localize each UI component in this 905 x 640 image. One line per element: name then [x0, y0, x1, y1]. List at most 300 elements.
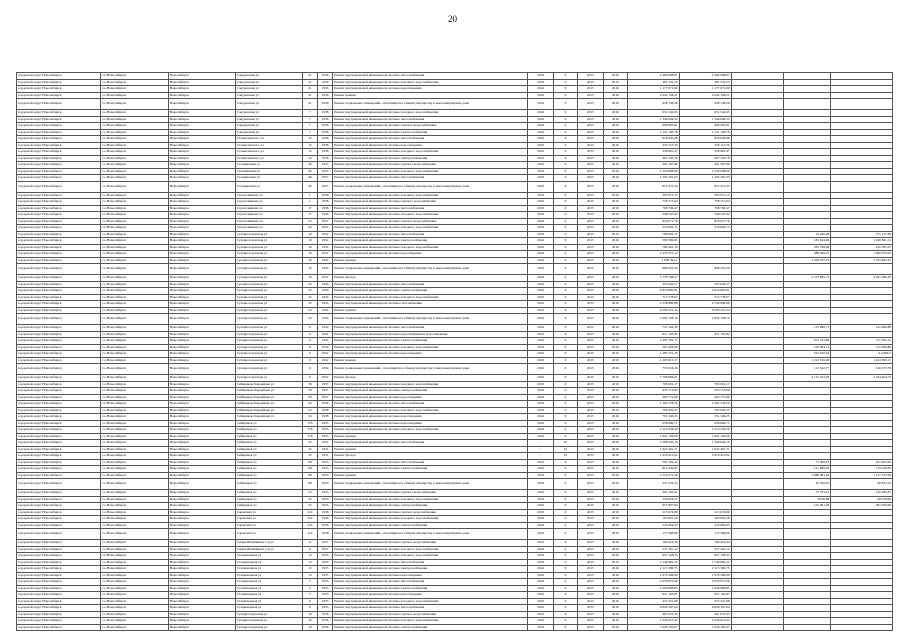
table-cell: 2016 [603, 331, 627, 338]
table-cell: Ремонт внутридомовой инженерной системы холодного водоснабжения [333, 212, 528, 219]
table-cell: 2016 [528, 559, 554, 566]
table-cell: городской округ Новосибирск [17, 231, 101, 238]
table-cell: 22 [302, 294, 317, 301]
table-cell: 2015 [577, 459, 603, 466]
table-cell: 1954 [317, 294, 332, 301]
table-cell: г.о.Новосибирск [101, 149, 168, 156]
table-cell: г.о.Новосибирск [101, 136, 168, 143]
table-cell: 1958 [317, 199, 332, 206]
table-cell: 358 961,47 [627, 149, 679, 156]
table-cell: г.о.Новосибирск [101, 314, 168, 325]
table-cell: Стрелочникова ул [235, 192, 302, 199]
table-cell: 1953 [317, 490, 332, 497]
table-cell: Новосибирск [168, 433, 235, 440]
table-cell: г.о.Новосибирск [101, 110, 168, 117]
table-cell: 1958 [317, 522, 332, 529]
table-cell: Ремонт внутридомовой инженерной системы теплоснабжения [333, 281, 528, 288]
table-cell: 0 [554, 129, 578, 136]
table-cell: Сухарногоровская ул [235, 618, 302, 625]
table-cell: 1958 [317, 155, 332, 162]
table-cell: 2016 [603, 301, 627, 308]
table-cell: 2015 [577, 86, 603, 93]
table-cell: Ремонт внутридомовой инженерной системы теплоснабжения [333, 559, 528, 566]
table-cell: Новосибирск [168, 314, 235, 325]
table-cell: 1952 [317, 331, 332, 338]
table-cell: Новосибирск [168, 472, 235, 479]
table-cell: 1952 [317, 238, 332, 245]
table-cell: городской округ Новосибирск [17, 325, 101, 332]
table-cell [831, 99, 893, 110]
table-cell: Сибиряков-Гвардейцев ул [235, 414, 302, 421]
table-cell: 5 [302, 592, 317, 599]
table-cell: Сухарногоровская ул [235, 294, 302, 301]
table-cell: г.о.Новосибирск [101, 433, 168, 440]
table-cell: 182 044,96 [783, 238, 831, 245]
table-cell: 2016 [528, 624, 554, 631]
table-cell: Ремонт внутридомовой инженерной системы теплоснабжения [333, 401, 528, 408]
table-cell: городской округ Новосибирск [17, 181, 101, 192]
table-cell: Сибиряков-Гвардейцев ул [235, 381, 302, 388]
table-cell: 112 542,77 [783, 364, 831, 375]
table-cell: 22 [302, 288, 317, 295]
table-cell: 2016 [528, 244, 554, 251]
table-cell: 2015 [577, 503, 603, 510]
table-cell: 2016 [603, 394, 627, 401]
table-cell: 0 [554, 86, 578, 93]
table-cell: 2016 [528, 592, 554, 599]
table-cell: г.о.Новосибирск [101, 73, 168, 80]
table-cell: - [528, 440, 554, 447]
table-cell: Стационарная ул [235, 592, 302, 599]
table-cell: 2015 [577, 546, 603, 553]
table-cell: 789 663,71 [627, 231, 679, 238]
table-cell: 17 [302, 212, 317, 219]
table-cell: 348 547,62 [627, 212, 679, 219]
table-cell: 1958 [317, 407, 332, 414]
table-cell: 2015 [577, 509, 603, 516]
table-cell: 2016 [528, 579, 554, 586]
table-cell: 2015 [577, 110, 603, 117]
table-cell: Ремонт внутридомовой инженерной системы электроснабжения [333, 624, 528, 631]
table-cell: Ремонт внутридомовой инженерной системы электроснабжения [333, 338, 528, 345]
table-cell: Новосибирск [168, 414, 235, 421]
table-cell: 2 115 523,29 [783, 375, 831, 382]
table-cell: 2015 [577, 238, 603, 245]
table-cell: 1958 [317, 123, 332, 130]
table-cell: 1958 [317, 212, 332, 219]
table-cell: Новосибирск [168, 490, 235, 497]
table-cell: Ремонт внутридомовой инженерной системы электроснабжения [333, 388, 528, 395]
table-cell: 12 [302, 142, 317, 149]
table-cell: Саранская ул [235, 522, 302, 529]
table-cell [831, 181, 893, 192]
table-cell: 2016 [603, 529, 627, 540]
table-cell: г.о.Новосибирск [101, 307, 168, 314]
table-cell: г.о.Новосибирск [101, 546, 168, 553]
table-cell: Ремонт внутридомовой инженерной системы горячего водоснабжения [333, 199, 528, 206]
table-cell: г.о.Новосибирск [101, 388, 168, 395]
table-cell: 9 [302, 351, 317, 358]
table-cell: Сакуровская ул [235, 92, 302, 99]
table-cell: городской округ Новосибирск [17, 388, 101, 395]
table-cell: 58 [302, 381, 317, 388]
table-cell: 715 778,07 [627, 294, 679, 301]
table-cell: 768 796,47 [627, 205, 679, 212]
table-cell: 1958 [317, 192, 332, 199]
table-cell: 1956 [317, 73, 332, 80]
table-cell: Новосибирск [168, 559, 235, 566]
table-cell: 1958 [317, 142, 332, 149]
table-cell: Стрелочникова ул [235, 218, 302, 225]
table-cell [731, 529, 783, 540]
table-cell: г.о.Новосибирск [101, 503, 168, 510]
table-cell: 1958 [317, 611, 332, 618]
table-cell: 0 [554, 585, 578, 592]
table-cell: городской округ Новосибирск [17, 338, 101, 345]
table-cell: 68 558,96 [831, 496, 893, 503]
table-cell: 1 131 100,78 [627, 129, 679, 136]
table-cell: 2015 [577, 592, 603, 599]
table-cell: 7 [302, 110, 317, 117]
table-cell: 2016 [603, 288, 627, 295]
table-cell: 1956 [317, 99, 332, 110]
table-cell: 2016 [603, 73, 627, 80]
table-cell: 25 [554, 453, 578, 460]
table-cell: г.о.Новосибирск [101, 294, 168, 301]
table-cell: 2016 [528, 136, 554, 143]
table-cell: 245 064,63 [679, 522, 731, 529]
table-cell: 21 [302, 92, 317, 99]
table-cell: Новосибирск [168, 375, 235, 382]
table-cell: 5 [302, 579, 317, 586]
table-cell: Новосибирск [168, 496, 235, 503]
table-cell: 2015 [577, 624, 603, 631]
table-cell: Новосибирск [168, 618, 235, 625]
table-cell: 0 [554, 301, 578, 308]
table-cell: г.о.Новосибирск [101, 205, 168, 212]
table-cell: 0 [554, 516, 578, 523]
table-cell: Новосибирск [168, 79, 235, 86]
table-cell: Новосибирск [168, 181, 235, 192]
table-cell: 1957 [317, 394, 332, 401]
table-cell: Ремонт внутридомовой инженерной системы теплоснабжения [333, 440, 528, 447]
table-cell: 2016 [603, 490, 627, 497]
table-cell: 0 [554, 592, 578, 599]
table-cell: 2016 [528, 351, 554, 358]
table-cell: 1958 [317, 414, 332, 421]
table-cell: 0 [554, 624, 578, 631]
table-cell: Ремонт подвальных помещений, относящихся к общему имуществу в многоквартирном доме [333, 529, 528, 540]
table-cell: 1952 [317, 257, 332, 264]
table-cell: 2016 [528, 427, 554, 434]
table-cell: 25 [554, 446, 578, 453]
table-cell: Сухарногоровская ул [235, 244, 302, 251]
table-cell: 172 496,86 [831, 344, 893, 351]
table-cell: 1 262 578,59 [627, 401, 679, 408]
table-cell: Новосибирск [168, 129, 235, 136]
table-cell: Ремонт подвальных помещений, относящихся к общему имуществу в многоквартирном доме [333, 264, 528, 275]
table-cell: Ремонт крыши [333, 433, 528, 440]
table-cell: Новосибирск [168, 407, 235, 414]
table-cell: 522 816,94 [783, 351, 831, 358]
table-cell: 1 009 998,85 [679, 585, 731, 592]
table-cell: 281 659,96 [831, 503, 893, 510]
table-cell: Станционная ул [235, 181, 302, 192]
table-cell: 0 [554, 496, 578, 503]
table-cell: 2016 [528, 388, 554, 395]
table-cell: 461 567,86 [679, 162, 731, 169]
table-cell: Сибиряков ул [235, 466, 302, 473]
table-cell: Новосибирск [168, 275, 235, 282]
table-cell: Ремонт внутридомовой инженерной системы теплоснабжения [333, 579, 528, 586]
table-cell: 2016 [528, 338, 554, 345]
table-cell: Сакуровская ул [235, 129, 302, 136]
table-cell: 0 [554, 407, 578, 414]
table-cell: 0 [554, 73, 578, 80]
table-cell: 2016 [603, 244, 627, 251]
table-cell: Сухарногоровская ул [235, 624, 302, 631]
table-cell: городской округ Новосибирск [17, 572, 101, 579]
table-cell: 1952 [317, 344, 332, 351]
table-cell: 2016 [603, 168, 627, 175]
table-cell: Стрелочникова ул [235, 212, 302, 219]
table-cell: 0 [554, 522, 578, 529]
table-cell: 1955 [317, 566, 332, 573]
table-cell: 2016 [528, 79, 554, 86]
table-cell: 2016 [528, 490, 554, 497]
table-cell: городской округ Новосибирск [17, 420, 101, 427]
table-cell: 2015 [577, 136, 603, 143]
table-cell: Сибиряков-Гвардейцев ул [235, 401, 302, 408]
table-cell: 0 [554, 553, 578, 560]
table-cell: 2016 [603, 162, 627, 169]
table-cell: 2016 [603, 433, 627, 440]
table-cell: г.о.Новосибирск [101, 553, 168, 560]
table-cell: 55 [302, 490, 317, 497]
table-body [17, 73, 893, 631]
table-cell: 0 [554, 175, 578, 182]
table-cell: 1952 [317, 251, 332, 258]
table-cell: г.о.Новосибирск [101, 225, 168, 232]
table-cell: Новосибирск [168, 357, 235, 364]
table-cell: 1957 [317, 388, 332, 395]
table-cell: 816 071,76 [627, 218, 679, 225]
table-cell: 2016 [528, 401, 554, 408]
table-cell: Новосибирск [168, 225, 235, 232]
table-cell: 2015 [577, 281, 603, 288]
table-cell: 2016 [603, 225, 627, 232]
table-cell: 951 163,87 [679, 592, 731, 599]
table-cell: Ремонт подвальных помещений, относящихся к общему имуществу в многоквартирном доме [333, 479, 528, 490]
table-cell: 2015 [577, 394, 603, 401]
table-cell: 2016 [528, 420, 554, 427]
table-cell: 1958 [317, 116, 332, 123]
table-cell: 2015 [577, 618, 603, 625]
table-cell: городской округ Новосибирск [17, 110, 101, 117]
table-cell: городской округ Новосибирск [17, 394, 101, 401]
table-cell: 1955 [317, 598, 332, 605]
table-cell: 1952 [317, 275, 332, 282]
table-cell: Сухарногоровская ул [235, 344, 302, 351]
table-cell: 0 [554, 257, 578, 264]
table-cell: Новосибирск [168, 540, 235, 547]
table-cell: 1958 [317, 509, 332, 516]
table-cell: Новосибирск [168, 598, 235, 605]
table-cell: 2016 [603, 546, 627, 553]
table-cell: Сакуровская ул [235, 123, 302, 130]
table-cell: 1957 [317, 218, 332, 225]
table-cell: 12 [302, 155, 317, 162]
table-cell: 2016 [528, 314, 554, 325]
table-cell: Ремонт внутридомовой инженерной системы электроснабжения [333, 155, 528, 162]
table-cell: Ремонт внутридомовой инженерной системы водоотведения [333, 142, 528, 149]
table-cell: 2016 [603, 129, 627, 136]
table-row [17, 314, 893, 325]
table-cell: 812 475,25 [627, 181, 679, 192]
table-cell: 2016 [603, 338, 627, 345]
table-cell: Ремонт внутридомовой инженерной системы холодного водоснабжения [333, 79, 528, 86]
table-cell: 2016 [528, 503, 554, 510]
table-cell: 0 [554, 503, 578, 510]
table-cell: г.о.Новосибирск [101, 572, 168, 579]
table-cell: 16 [302, 244, 317, 251]
table-cell: 237 261,12 [627, 546, 679, 553]
table-cell: 2016 [528, 459, 554, 466]
table-cell: Ремонт фасада [333, 275, 528, 282]
table-cell: г.о.Новосибирск [101, 357, 168, 364]
table-cell: 0 [554, 509, 578, 516]
table-cell: 13 [302, 553, 317, 560]
table-cell: городской округ Новосибирск [17, 566, 101, 573]
table-cell: г.о.Новосибирск [101, 123, 168, 130]
table-cell: 2 499 098,87 [627, 73, 679, 80]
table-cell: 2015 [577, 401, 603, 408]
table-cell: 0 [554, 344, 578, 351]
table-cell: 2016 [603, 351, 627, 358]
table-cell: Новосибирск [168, 168, 235, 175]
table-cell [679, 364, 731, 375]
table-cell: г.о.Новосибирск [101, 440, 168, 447]
table-cell: 2016 [603, 414, 627, 421]
table-cell: 2016 [603, 199, 627, 206]
table-cell: 2 113 390,75 [679, 566, 731, 573]
table-cell: Новосибирск [168, 624, 235, 631]
table-cell: 22 [302, 440, 317, 447]
table-cell: 0 [554, 331, 578, 338]
table-cell: 2 716 271,99 [627, 472, 679, 479]
table-cell: Ремонт внутридомовой инженерной системы теплоснабжения [333, 325, 528, 332]
table-cell: 1 062 158,16 [627, 314, 679, 325]
table-cell: 1 146 981,22 [679, 559, 731, 566]
table-cell: г.о.Новосибирск [101, 338, 168, 345]
table-cell: городской округ Новосибирск [17, 212, 101, 219]
table-cell: Ремонт внутридомовой инженерной системы холодного водоснабжения [333, 407, 528, 414]
table-cell: 2016 [528, 553, 554, 560]
table-cell: 163 091,28 [679, 516, 731, 523]
table-cell: Ремонт подвальных помещений, относящихся к общему имуществу в многоквартирном доме [333, 181, 528, 192]
table-cell: Ремонт внутридомовой инженерной системы холодного водоснабжения [333, 546, 528, 553]
table-cell: г.о.Новосибирск [101, 275, 168, 282]
table-cell: 2016 [528, 92, 554, 99]
table-cell: Новосибирск [168, 351, 235, 358]
table-cell: 1954 [317, 301, 332, 308]
table-cell: 58 [302, 394, 317, 401]
table-row [17, 624, 893, 631]
table-cell: Новосибирск [168, 116, 235, 123]
table-cell: 1955 [317, 579, 332, 586]
table-cell: 58 [302, 388, 317, 395]
table-cell: Сибиряков ул [235, 420, 302, 427]
table-cell: 2016 [603, 275, 627, 282]
table-cell: Новосибирск [168, 546, 235, 553]
table-cell: 2015 [577, 388, 603, 395]
table-cell: Новосибирск [168, 92, 235, 99]
table-cell: городской округ Новосибирск [17, 509, 101, 516]
table-cell: 2015 [577, 149, 603, 156]
table-cell: Станционная ул [235, 168, 302, 175]
table-cell: Сухарногоровская ул [235, 331, 302, 338]
table-cell: г.о.Новосибирск [101, 459, 168, 466]
table-cell: 0 [554, 566, 578, 573]
table-cell: 0 [554, 231, 578, 238]
table-cell: Ремонт внутридомовой инженерной системы горячего водоснабжения [333, 490, 528, 497]
table-cell: Ремонт внутридомовой инженерной системы холодного водоснабжения [333, 553, 528, 560]
table-cell: Ремонт внутридомовой инженерной системы холодного водоснабжения [333, 598, 528, 605]
table-cell: 2016 [603, 155, 627, 162]
table-cell: 16 [302, 251, 317, 258]
table-cell: 0 [554, 92, 578, 99]
table-cell: Ремонт внутридомовой инженерной системы холодного водоснабжения [333, 618, 528, 625]
table-cell: 0 [554, 79, 578, 86]
table-cell: 2015 [577, 314, 603, 325]
table-cell: 2016 [603, 116, 627, 123]
table-cell: 0 [554, 433, 578, 440]
table-cell: 795 095,55 [627, 407, 679, 414]
table-cell: 2016 [603, 611, 627, 618]
table-cell: 2015 [577, 611, 603, 618]
table-cell: Сибиряков ул [235, 503, 302, 510]
table-cell: Сибиряков-Гвардейцев ул [235, 407, 302, 414]
table-cell: 2015 [577, 472, 603, 479]
table-cell: 2016 [603, 624, 627, 631]
table-cell: 467 345,78 [679, 155, 731, 162]
table-cell: Ремонт внутридомовой инженерной системы электроснабжения [333, 238, 528, 245]
table-cell: 1 137 147,98 [831, 472, 893, 479]
table-cell: 1 205 361,03 [679, 175, 731, 182]
table-cell: 2016 [528, 294, 554, 301]
table-cell: Новосибирск [168, 479, 235, 490]
table-cell: Ремонт внутридомовой инженерной системы холодного водоснабжения [333, 225, 528, 232]
table-cell: городской округ Новосибирск [17, 496, 101, 503]
table-cell: 758 715,64 [679, 199, 731, 206]
table-cell: 13 [302, 559, 317, 566]
table-cell: 12 [302, 136, 317, 143]
table-cell: 2016 [603, 294, 627, 301]
table-cell: 811 105,82 [679, 331, 731, 338]
table-cell: Новосибирск [168, 212, 235, 219]
table-cell [679, 479, 731, 490]
table-cell: 98 [302, 472, 317, 479]
table-cell: 2016 [603, 142, 627, 149]
table-cell: 2015 [577, 155, 603, 162]
table-cell: Стационарная ул [235, 585, 302, 592]
table-cell: 22 [302, 314, 317, 325]
table-cell: городской округ Новосибирск [17, 307, 101, 314]
table-cell: 608 995,81 [627, 123, 679, 130]
table-cell: г.о.Новосибирск [101, 99, 168, 110]
table-cell: Сухарногоровская ул [235, 357, 302, 364]
table-cell: 1952 [317, 231, 332, 238]
